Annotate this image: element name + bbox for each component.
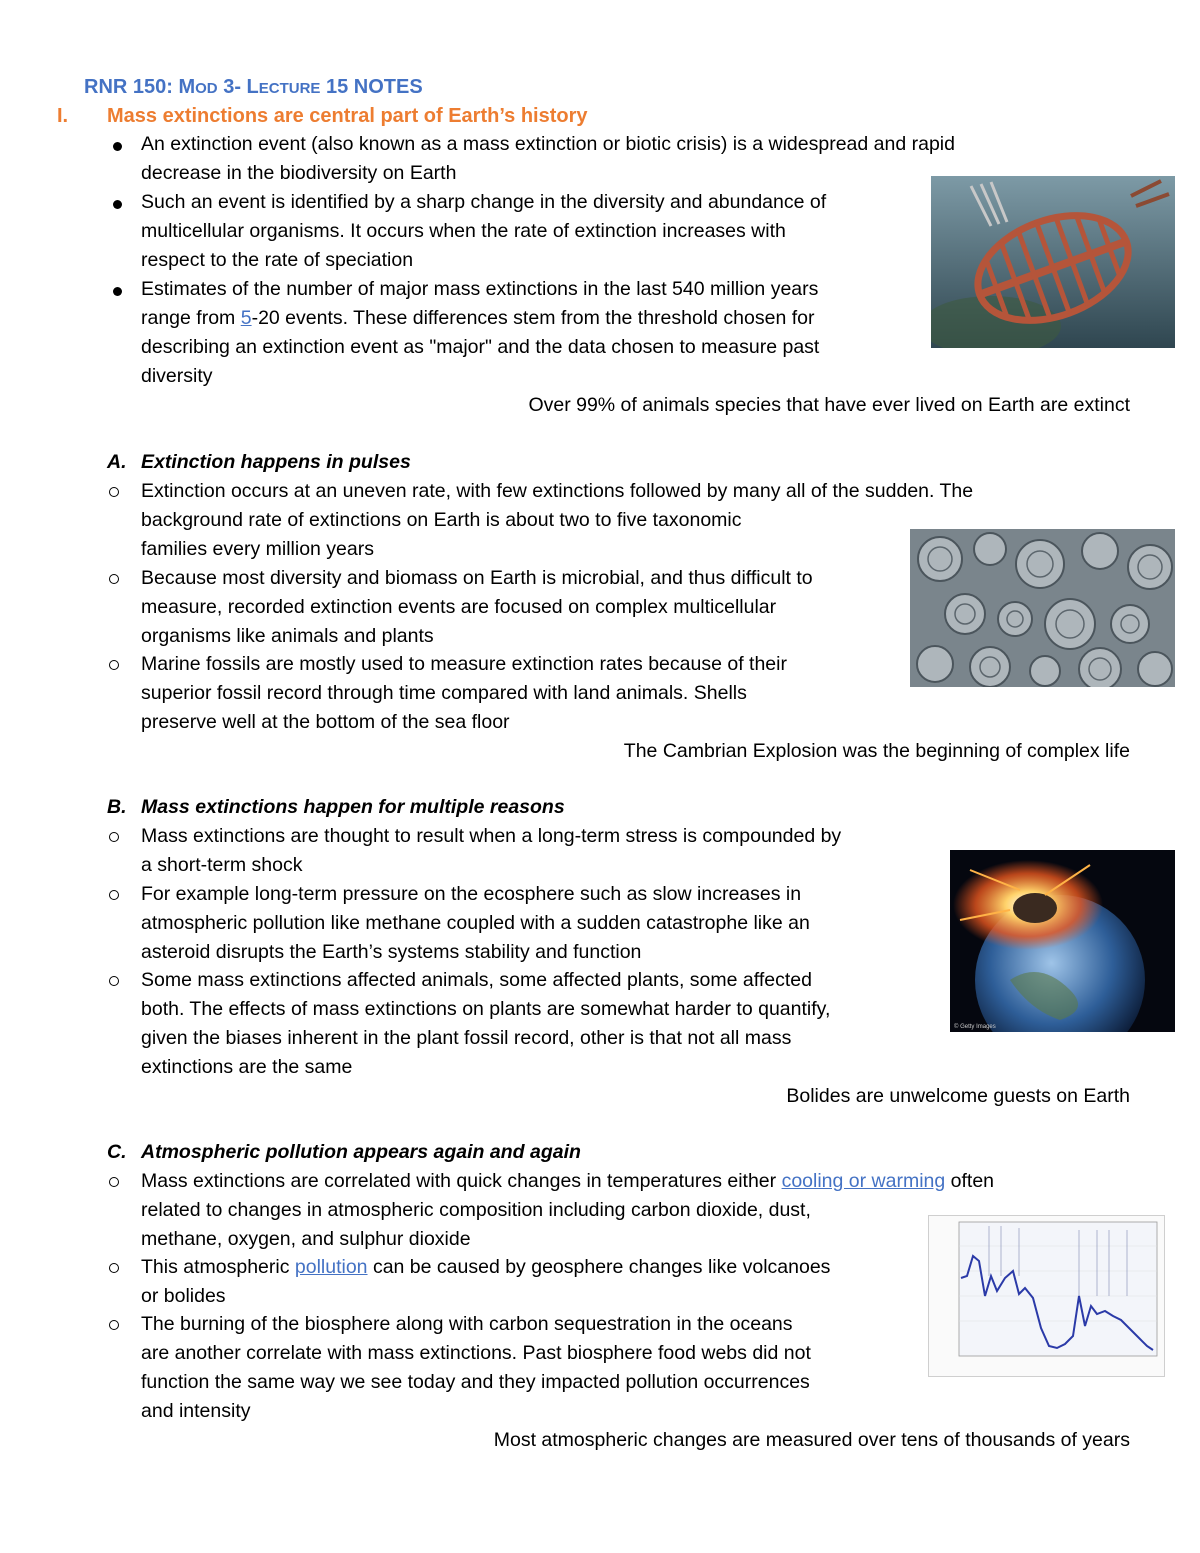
text-line: are another correlate with mass extinctions. Past biosphere food webs did not	[141, 1342, 811, 1364]
text-line: Marine fossils are mostly used to measure extinction rates because of their	[141, 653, 787, 675]
text-line: The burning of the biosphere along with carbon sequestration in the oceans	[141, 1313, 793, 1335]
bullet-dot	[113, 142, 122, 151]
link-cooling-or-warming[interactable]: cooling or warming	[781, 1170, 946, 1192]
co2-history-chart-image	[928, 1215, 1165, 1377]
text-line: asteroid disrupts the Earth’s systems stability and function	[141, 941, 642, 963]
text-line: respect to the rate of speciation	[141, 249, 414, 271]
bullet-circle	[109, 1263, 119, 1273]
text-line: function the same way we see today and they impacted pollution occurrences	[141, 1371, 810, 1393]
section-a-letter: A.	[107, 451, 127, 473]
text-line: Such an event is identified by a sharp change in the diversity and abundance of	[141, 191, 827, 213]
text-line: given the biases inherent in the plant fossil record, other is that not all mass	[141, 1027, 792, 1049]
text-line: Extinction occurs at an uneven rate, with few extinctions followed by many all of the sudden. The	[141, 480, 974, 502]
text-line: describing an extinction event as "major" and the data chosen to measure past	[141, 336, 820, 358]
text-line: background rate of extinctions on Earth is about two to five taxonomic	[141, 509, 742, 531]
bullet-circle	[109, 832, 119, 842]
text-line: measure, recorded extinction events are focused on complex multicellular	[141, 596, 777, 618]
text-line: diversity	[141, 365, 213, 387]
asteroid-earth-image	[950, 850, 1175, 1032]
text-line: a short-term shock	[141, 854, 303, 876]
image-caption: The Cambrian Explosion was the beginning of complex life	[623, 740, 1130, 762]
text-line: preserve well at the bottom of the sea floor	[141, 711, 510, 733]
bullet-circle	[109, 660, 119, 670]
text-line: Some mass extinctions affected animals, some affected plants, some affected	[141, 969, 812, 991]
bullet-circle	[109, 1320, 119, 1330]
section-1-numeral: I.	[57, 105, 69, 127]
image-caption: Bolides are unwelcome guests on Earth	[786, 1085, 1130, 1107]
link-five[interactable]: 5	[240, 307, 252, 329]
section-b-heading: Mass extinctions happen for multiple reasons	[141, 796, 565, 818]
text-line: families every million years	[141, 538, 374, 560]
text-line: superior fossil record through time compared with land animals. Shells	[141, 682, 747, 704]
image-credit: © Getty Images	[954, 1024, 996, 1030]
bullet-circle	[109, 976, 119, 986]
section-a-heading: Extinction happens in pulses	[141, 451, 411, 473]
text-line: Estimates of the number of major mass extinctions in the last 540 million years	[141, 278, 819, 300]
section-b-letter: B.	[107, 796, 127, 818]
text-line: For example long-term pressure on the ecosphere such as slow increases in	[141, 883, 802, 905]
text-line: related to changes in atmospheric composition including carbon dioxide, dust,	[141, 1199, 811, 1221]
text-line: Mass extinctions are thought to result when a long-term stress is compounded by	[141, 825, 842, 847]
link-pollution[interactable]: pollution	[294, 1256, 368, 1278]
page-title: RNR 150: MOD 3- LECTURE 15 NOTES	[84, 76, 423, 98]
text-line: methane, oxygen, and sulphur dioxide	[141, 1228, 471, 1250]
section-1-heading: Mass extinctions are central part of Earth’s history	[107, 105, 588, 127]
text-line: An extinction event (also known as a mass extinction or biotic crisis) is a widespread and rapid	[141, 133, 955, 155]
text-line: Because most diversity and biomass on Earth is microbial, and thus difficult to	[141, 567, 813, 589]
bullet-circle	[109, 1177, 119, 1187]
section-c-letter: C.	[107, 1141, 127, 1163]
bullet-circle	[109, 487, 119, 497]
text-line: decrease in the biodiversity on Earth	[141, 162, 457, 184]
text-line: atmospheric pollution like methane coupled with a sudden catastrophe like an	[141, 912, 810, 934]
bullet-circle	[109, 890, 119, 900]
text-line: organisms like animals and plants	[141, 625, 434, 647]
bullet-circle	[109, 574, 119, 584]
image-caption: Most atmospheric changes are measured over tens of thousands of years	[493, 1429, 1130, 1451]
text-line: range from 5-20 events. These differences stem from the threshold chosen for	[141, 307, 815, 329]
text-line: multicellular organisms. It occurs when the rate of extinction increases with	[141, 220, 786, 242]
image-caption: Over 99% of animals species that have ever lived on Earth are extinct	[528, 394, 1130, 416]
text-line: This atmospheric pollution can be caused by geosphere changes like volcanoes	[141, 1256, 831, 1278]
ammonite-fossils-image	[910, 529, 1175, 687]
text-line: extinctions are the same	[141, 1056, 353, 1078]
turtle-fossil-image	[931, 176, 1175, 348]
text-line: and intensity	[141, 1400, 251, 1422]
bullet-dot	[113, 287, 122, 296]
bullet-dot	[113, 200, 122, 209]
text-line: or bolides	[141, 1285, 226, 1307]
text-line: both. The effects of mass extinctions on plants are somewhat harder to quantify,	[141, 998, 831, 1020]
section-c-heading: Atmospheric pollution appears again and again	[141, 1141, 581, 1163]
text-line: Mass extinctions are correlated with quick changes in temperatures either cooling or warming often	[141, 1170, 995, 1192]
